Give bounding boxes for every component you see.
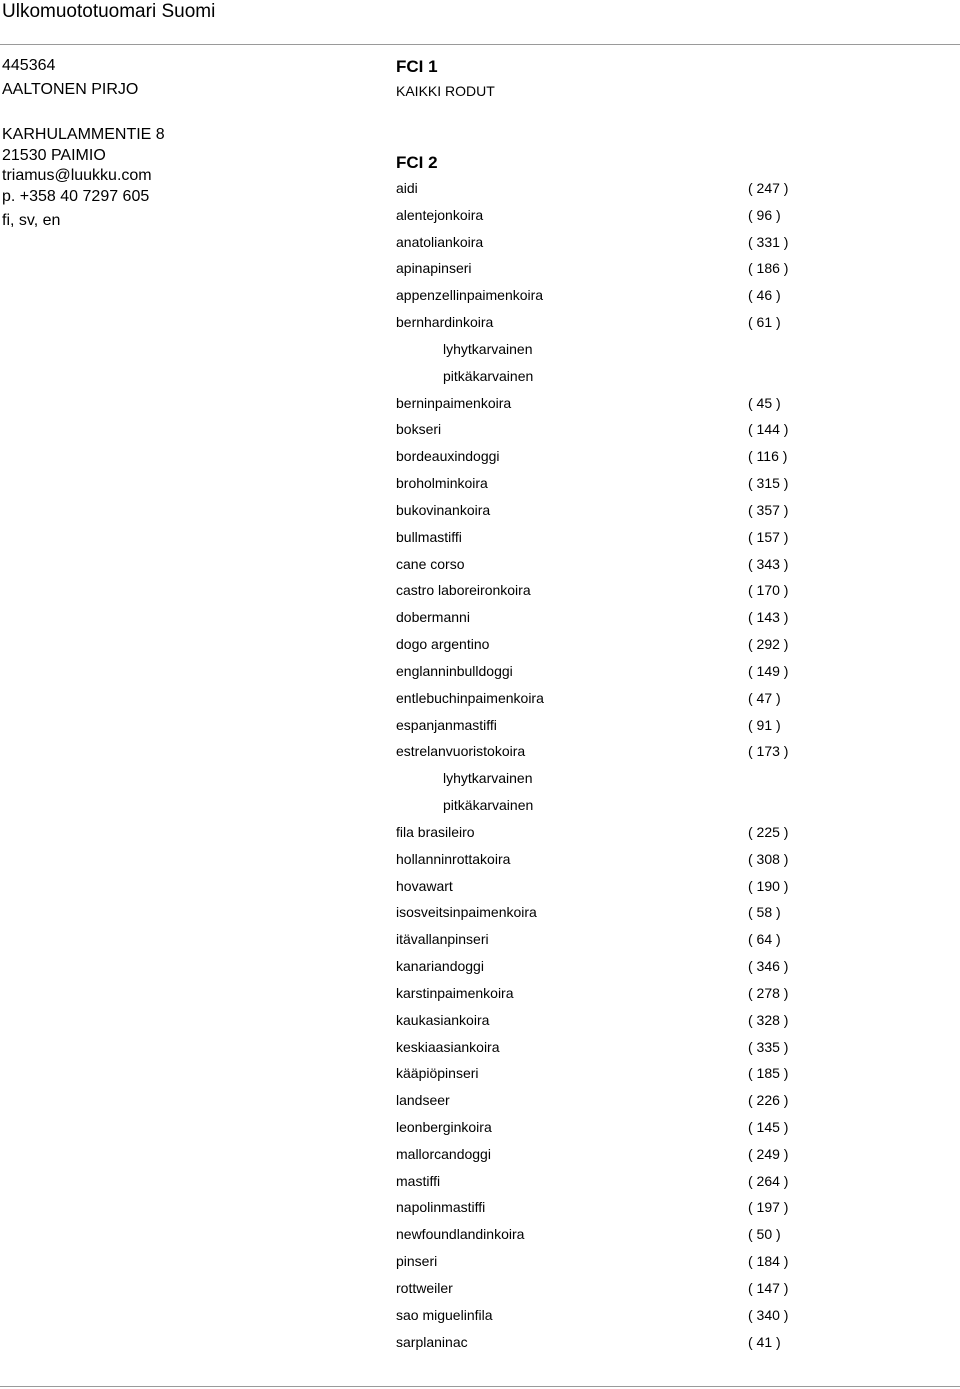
breed-name: broholminkoira [396, 475, 488, 492]
breed-row [396, 230, 816, 257]
breed-name: aidi [396, 180, 418, 196]
breed-count: ( 157 ) [748, 528, 789, 545]
breed-count: ( 249 ) [748, 1145, 789, 1162]
judge-email[interactable]: triamus@luukku.com [2, 167, 152, 184]
breed-row [396, 391, 816, 418]
breed-name: fila brasileiro [396, 823, 475, 840]
breed-name: appenzellinpaimenkoira [396, 287, 544, 304]
breed-name: bokseri [396, 421, 442, 438]
breed-name: espanjanmastiffi [396, 716, 497, 733]
breed-count: ( 328 ) [748, 1011, 789, 1028]
breed-row [396, 310, 816, 337]
breed-row [396, 176, 816, 203]
breed-row [396, 1115, 816, 1142]
breed-count: ( 331 ) [748, 233, 789, 250]
breed-count: ( 64 ) [748, 931, 781, 948]
breed-name: mastiffi [396, 1172, 441, 1189]
breed-name: berninpaimenkoira [396, 394, 512, 411]
breed-name: bullmastiffi [396, 528, 462, 545]
breed-count: ( 343 ) [748, 555, 789, 572]
breed-variety-row [396, 337, 816, 364]
breed-count: ( 315 ) [748, 475, 789, 492]
breed-name: castro laboreironkoira [396, 582, 531, 599]
breed-count: ( 340 ) [748, 1306, 789, 1323]
breed-name: itävallanpinseri [396, 931, 489, 948]
breed-name: kanariandoggi [396, 958, 484, 975]
breed-row [396, 954, 816, 981]
breed-count: ( 308 ) [748, 850, 789, 867]
breed-name: isosveitsinpaimenkoira [396, 904, 537, 921]
breed-row [396, 981, 816, 1008]
breed-count: ( 47 ) [748, 689, 781, 706]
breed-row [396, 1276, 816, 1303]
breed-row [396, 659, 816, 686]
breed-name: landseer [396, 1092, 450, 1109]
breed-name: alentejonkoira [396, 206, 484, 223]
breed-name: cane corso [396, 555, 465, 572]
breed-count: ( 45 ) [748, 394, 781, 411]
breed-name: keskiaasiankoira [396, 1038, 500, 1055]
breed-row [396, 578, 816, 605]
breed-row [396, 1035, 816, 1062]
breed-count: ( 292 ) [748, 636, 789, 653]
breed-count: ( 58 ) [748, 904, 781, 921]
breed-row [396, 256, 816, 283]
judge-name: AALTONEN PIRJO [2, 81, 139, 98]
group-heading-fci-2: FCI 2 [396, 153, 438, 172]
breed-row [396, 444, 816, 471]
breed-row [396, 498, 816, 525]
breed-row [396, 1222, 816, 1249]
breed-count: ( 184 ) [748, 1253, 789, 1270]
bottom-divider [0, 1386, 960, 1387]
breed-row [396, 847, 816, 874]
breed-count: ( 185 ) [748, 1065, 789, 1082]
breed-count: ( 173 ) [748, 743, 789, 760]
breed-count: ( 278 ) [748, 984, 789, 1001]
breed-row [396, 686, 816, 713]
breed-row [396, 1142, 816, 1169]
breed-count: ( 96 ) [748, 206, 781, 223]
breed-name: bukovinankoira [396, 501, 491, 518]
breed-name: newfoundlandinkoira [396, 1226, 525, 1243]
breed-variety-name: pitkäkarvainen [443, 367, 534, 384]
breed-count: ( 143 ) [748, 609, 789, 626]
breed-name: estrelanvuoristokoira [396, 743, 526, 760]
group-heading-fci-1: FCI 1 [396, 57, 438, 76]
breed-variety-name: lyhytkarvainen [443, 770, 533, 787]
breed-row [396, 1008, 816, 1035]
breed-name: hovawart [396, 877, 453, 894]
breed-row [396, 471, 816, 498]
breed-row [396, 525, 816, 552]
breed-row [396, 713, 816, 740]
breed-row [396, 1195, 816, 1222]
breed-name: dobermanni [396, 609, 470, 626]
breed-row [396, 927, 816, 954]
breed-name: mallorcandoggi [396, 1145, 491, 1162]
breed-count: ( 264 ) [748, 1172, 789, 1189]
breed-row [396, 417, 816, 444]
breed-row [396, 605, 816, 632]
breed-count: ( 197 ) [748, 1199, 789, 1216]
breed-row [396, 632, 816, 659]
breed-row [396, 1249, 816, 1276]
breed-row [396, 820, 816, 847]
breed-count: ( 144 ) [748, 421, 789, 438]
breed-row [396, 739, 816, 766]
breed-count: ( 116 ) [748, 448, 788, 465]
breed-name: sao miguelinfila [396, 1306, 493, 1323]
breed-count: ( 247 ) [748, 180, 789, 196]
breed-name: kaukasiankoira [396, 1011, 490, 1028]
breed-row [396, 552, 816, 579]
breed-row [396, 1088, 816, 1115]
breed-count: ( 61 ) [748, 314, 781, 331]
judge-id: 445364 [2, 57, 56, 74]
breed-count: ( 186 ) [748, 260, 789, 277]
breed-name: kääpiöpinseri [396, 1065, 479, 1082]
judge-phone: p. +358 40 7297 605 [2, 188, 150, 205]
breed-count: ( 335 ) [748, 1038, 789, 1055]
breed-variety-row [396, 364, 816, 391]
breed-variety-row [396, 793, 816, 820]
breed-count: ( 91 ) [748, 716, 781, 733]
breed-name: sarplaninac [396, 1333, 468, 1350]
breed-variety-name: pitkäkarvainen [443, 797, 534, 814]
breed-count: ( 170 ) [748, 582, 789, 599]
breed-count: ( 50 ) [748, 1226, 781, 1243]
breed-name: napolinmastiffi [396, 1199, 486, 1216]
breed-count: ( 346 ) [748, 958, 789, 975]
judge-address: KARHULAMMENTIE 8 [2, 126, 165, 143]
breed-variety-row [396, 766, 816, 793]
breed-count: ( 226 ) [748, 1092, 789, 1109]
site-title: Ulkomuototuomari Suomi [2, 1, 216, 22]
breed-count: ( 147 ) [748, 1279, 789, 1296]
breed-row [396, 1061, 816, 1088]
judge-languages: fi, sv, en [2, 212, 61, 229]
breed-row [396, 1330, 816, 1357]
breed-variety-name: lyhytkarvainen [443, 340, 533, 357]
breed-count: ( 41 ) [748, 1333, 781, 1350]
top-divider [0, 44, 960, 45]
breed-name: bordeauxindoggi [396, 448, 500, 465]
breed-count: ( 225 ) [748, 823, 789, 840]
breed-count: ( 357 ) [748, 501, 789, 518]
breed-name: rottweiler [396, 1279, 453, 1296]
breed-name: bernhardinkoira [396, 314, 494, 331]
breed-name: pinseri [396, 1253, 438, 1270]
breed-row [396, 900, 816, 927]
breed-row [396, 1303, 816, 1330]
breed-list [396, 176, 816, 1356]
breed-name: entlebuchinpaimenkoira [396, 689, 544, 706]
breed-name: apinapinseri [396, 260, 472, 277]
breed-name: englanninbulldoggi [396, 662, 513, 679]
breed-count: ( 46 ) [748, 287, 781, 304]
breed-name: hollanninrottakoira [396, 850, 511, 867]
breed-count: ( 145 ) [748, 1118, 789, 1135]
breed-count: ( 149 ) [748, 662, 789, 679]
breed-name: anatoliankoira [396, 233, 484, 250]
breed-count: ( 190 ) [748, 877, 789, 894]
group-subtitle-all-breeds: KAIKKI RODUT [396, 83, 495, 99]
breed-name: leonberginkoira [396, 1118, 492, 1135]
breed-row [396, 283, 816, 310]
breed-name: karstinpaimenkoira [396, 984, 514, 1001]
judge-postal: 21530 PAIMIO [2, 147, 106, 164]
breed-row [396, 874, 816, 901]
breed-row [396, 1169, 816, 1196]
breed-row [396, 203, 816, 230]
breed-name: dogo argentino [396, 636, 490, 653]
